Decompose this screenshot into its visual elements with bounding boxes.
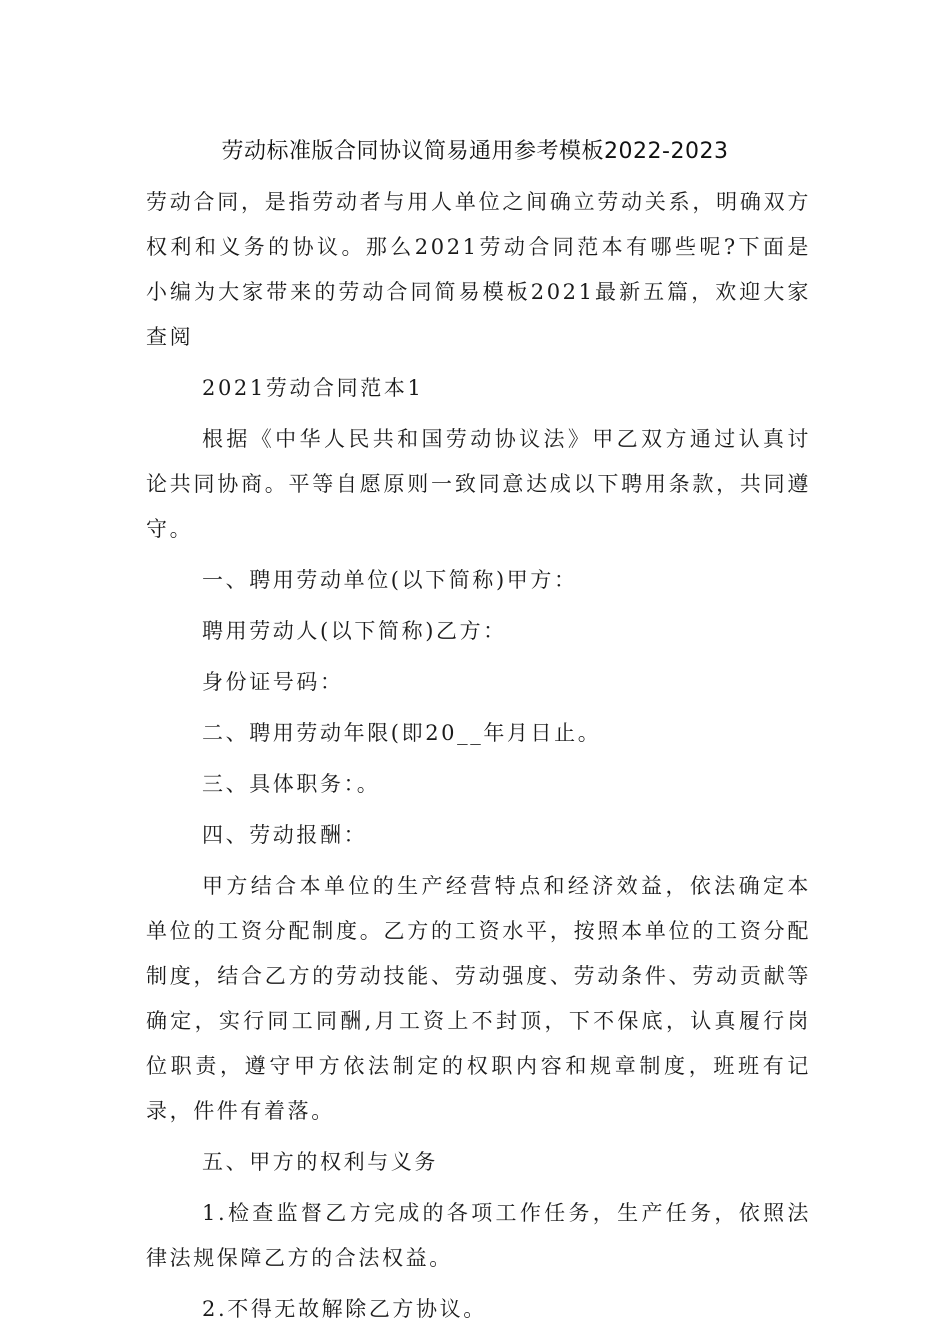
body-paragraph: 甲方结合本单位的生产经营特点和经济效益，依法确定本单位的工资分配制度。乙方的工资水平，按照本单位的工资分配制度，结合乙方的劳动技能、劳动强度、劳动条件、劳动贡献等确定，实行同工同酬,月工资上不封顶，下不保底，认真履行岗位职责，遵守甲方依法制定的权职内容和规章制度，班班有记录，件件有着落。 — [146, 874, 811, 1123]
intro-paragraph: 劳动合同，是指劳动者与用人单位之间确立劳动关系，明确双方权利和义务的协议。那么2021劳动合同范本有哪些呢?下面是小编为大家带来的劳动合同简易模板2021最新五篇，欢迎大家查阅 — [146, 190, 811, 349]
document-body — [146, 180, 811, 1338]
clause-line: 聘用劳动人(以下简称)乙方： — [202, 619, 507, 643]
clause-line: 身份证号码： — [202, 670, 344, 694]
document-title: 劳动标准版合同协议简易通用参考模板2022-2023 — [221, 139, 729, 164]
clause-line: 一、聘用劳动单位(以下简称)甲方： — [202, 568, 578, 592]
clause-line: 二、聘用劳动年限(即20__年月日止。 — [202, 721, 602, 745]
clause-line: 四、劳动报酬： — [202, 823, 368, 847]
body-paragraph: 根据《中华人民共和国劳动协议法》甲乙双方通过认真讨论共同协商。平等自愿原则一致同意达成以下聘用条款，共同遵守。 — [146, 427, 811, 541]
section-heading: 2021劳动合同范本1 — [202, 376, 424, 400]
clause-line: 2.不得无故解除乙方协议。 — [202, 1297, 487, 1321]
body-paragraph: 1.检查监督乙方完成的各项工作任务，生产任务，依照法律法规保障乙方的合法权益。 — [146, 1201, 811, 1270]
clause-line: 三、具体职务：。 — [202, 772, 381, 796]
clause-line: 五、甲方的权利与义务 — [202, 1150, 438, 1174]
